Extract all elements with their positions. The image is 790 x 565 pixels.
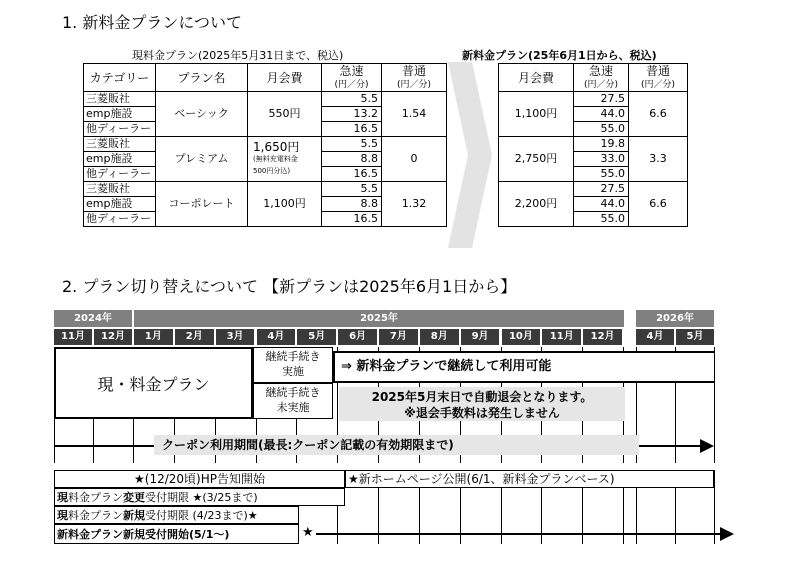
category-cell: 三菱販社 xyxy=(84,182,156,197)
fast-value: 8.8 xyxy=(322,197,382,212)
month-cell: 5月 xyxy=(297,329,336,345)
new-plan-continue-box: ⇒ 新料金プランで継続して利用可能 xyxy=(333,351,714,383)
plan-name: ベーシック xyxy=(156,92,248,137)
year-2024: 2024年 xyxy=(54,310,132,327)
category-cell: 他ディーラー xyxy=(84,122,156,137)
hp-notice-cell: ★(12/20頃)HP告知開始 xyxy=(54,470,345,488)
normal-unit: (円／分) xyxy=(640,79,676,90)
fast-value: 55.0 xyxy=(574,122,629,137)
normal-value: 6.6 xyxy=(629,182,688,227)
change-deadline-cell: 現料金プラン変更受付期限 ★(3/25まで) xyxy=(54,488,345,506)
header-fast xyxy=(574,64,629,92)
normal-label: 普通 xyxy=(645,63,670,78)
plan-fee: 1,650円 (無料充電料金 500円分込) xyxy=(248,137,322,182)
arrow-right-icon xyxy=(720,527,734,541)
fast-unit: (円／分) xyxy=(334,79,369,90)
category-cell: emp施設 xyxy=(84,152,156,167)
fast-value: 44.0 xyxy=(574,107,629,122)
normal-value: 3.3 xyxy=(629,137,688,182)
plan-name: コーポレート xyxy=(156,182,248,227)
section1-title: 1. 新料金プランについて xyxy=(62,13,243,32)
coupon-period-box: クーポン利用期間(最長:クーポン記載の有効期限まで) xyxy=(154,435,639,455)
continue-not-done-box: 継続手続き 未実施 xyxy=(253,383,333,419)
timeline-body xyxy=(54,347,714,463)
month-cell: 8月 xyxy=(420,329,459,345)
plan-name: プレミアム xyxy=(156,137,248,182)
month-cell: 7月 xyxy=(379,329,418,345)
header-category: カテゴリー xyxy=(84,64,156,92)
plan-fee: 550円 xyxy=(248,92,322,137)
header-normal xyxy=(629,64,688,92)
new-plan-caption: 新料金プラン(25年6月1日から、税込) xyxy=(462,49,657,62)
header-fast xyxy=(322,64,382,92)
fast-value: 5.5 xyxy=(322,182,382,197)
normal-label: 普通 xyxy=(401,63,426,78)
months-row xyxy=(54,329,714,347)
fast-value: 16.5 xyxy=(322,167,382,182)
month-cell: 4月 xyxy=(257,329,296,345)
category-cell: 三菱販社 xyxy=(84,92,156,107)
category-cell: 他ディーラー xyxy=(84,212,156,227)
continue-done-box: 継続手続き 実施 xyxy=(253,347,333,383)
fast-value: 5.5 xyxy=(322,92,382,107)
fast-value: 27.5 xyxy=(574,92,629,107)
month-cell: 12月 xyxy=(94,329,132,345)
fast-value: 16.5 xyxy=(322,212,382,227)
category-cell: 他ディーラー xyxy=(84,167,156,182)
new-start-line xyxy=(316,533,724,535)
normal-unit: (円／分) xyxy=(396,79,432,90)
month-cell: 11月 xyxy=(542,329,581,345)
month-cell: 10月 xyxy=(502,329,541,345)
schedule-table xyxy=(54,470,714,554)
header-normal xyxy=(382,64,447,92)
header-fee: 月会費 xyxy=(499,64,574,92)
fast-value: 44.0 xyxy=(574,197,629,212)
fast-unit: (円／分) xyxy=(583,79,619,90)
header-plan: プラン名 xyxy=(156,64,248,92)
plan-fee: 2,200円 xyxy=(499,182,574,227)
fast-value: 8.8 xyxy=(322,152,382,167)
normal-value: 6.6 xyxy=(629,92,688,137)
star-icon: ★ xyxy=(302,525,314,540)
fast-value: 33.0 xyxy=(574,152,629,167)
chevron-right-icon xyxy=(448,62,494,248)
normal-value: 1.32 xyxy=(382,182,447,227)
category-cell: emp施設 xyxy=(84,107,156,122)
plan-fee: 1,100円 xyxy=(499,92,574,137)
grid-line xyxy=(714,347,715,463)
fast-label: 急速 xyxy=(339,63,364,78)
new-plan-table xyxy=(498,63,688,227)
fast-value: 27.5 xyxy=(574,182,629,197)
new-start-cell: 新料金プラン新規受付開始(5/1～) xyxy=(54,524,299,544)
category-cell: 三菱販社 xyxy=(84,137,156,152)
month-cell: 5月 xyxy=(676,329,714,345)
new-hp-cell: ★新ホームページ公開(6/1、新料金プランベース) xyxy=(345,470,714,488)
normal-value: 1.54 xyxy=(382,92,447,137)
fast-value: 13.2 xyxy=(322,107,382,122)
year-2025: 2025年 xyxy=(134,310,624,327)
plan-fee: 2,750円 xyxy=(499,137,574,182)
section2-title: 2. プラン切り替えについて 【新プランは2025年6月1日から】 xyxy=(62,277,517,296)
header-fee: 月会費 xyxy=(248,64,322,92)
fast-value: 19.8 xyxy=(574,137,629,152)
month-cell: 2月 xyxy=(175,329,214,345)
normal-value: 0 xyxy=(382,137,447,182)
month-cell: 1月 xyxy=(134,329,173,345)
month-cell: 9月 xyxy=(461,329,500,345)
fast-value: 16.5 xyxy=(322,122,382,137)
fast-value: 5.5 xyxy=(322,137,382,152)
auto-exit-box: 2025年5月末日で自動退会となります。 ※退会手数料は発生しません xyxy=(339,387,625,421)
new-deadline-cell: 現料金プラン新規受付期限 (4/23まで)★ xyxy=(54,506,299,524)
fast-value: 55.0 xyxy=(574,212,629,227)
arrow-right-icon xyxy=(700,439,714,453)
current-plan-caption: 現料金プラン(2025年5月31日まで、税込) xyxy=(132,49,344,62)
month-cell: 6月 xyxy=(338,329,377,345)
month-cell: 11月 xyxy=(54,329,92,345)
month-cell: 12月 xyxy=(583,329,622,345)
year-2026: 2026年 xyxy=(636,310,714,327)
fast-value: 55.0 xyxy=(574,167,629,182)
month-cell: 4月 xyxy=(636,329,674,345)
current-plan-box: 現・料金プラン xyxy=(54,347,253,419)
plan-fee: 1,100円 xyxy=(248,182,322,227)
category-cell: emp施設 xyxy=(84,197,156,212)
fast-label: 急速 xyxy=(588,63,613,78)
current-plan-table xyxy=(83,63,447,227)
month-cell: 3月 xyxy=(216,329,255,345)
